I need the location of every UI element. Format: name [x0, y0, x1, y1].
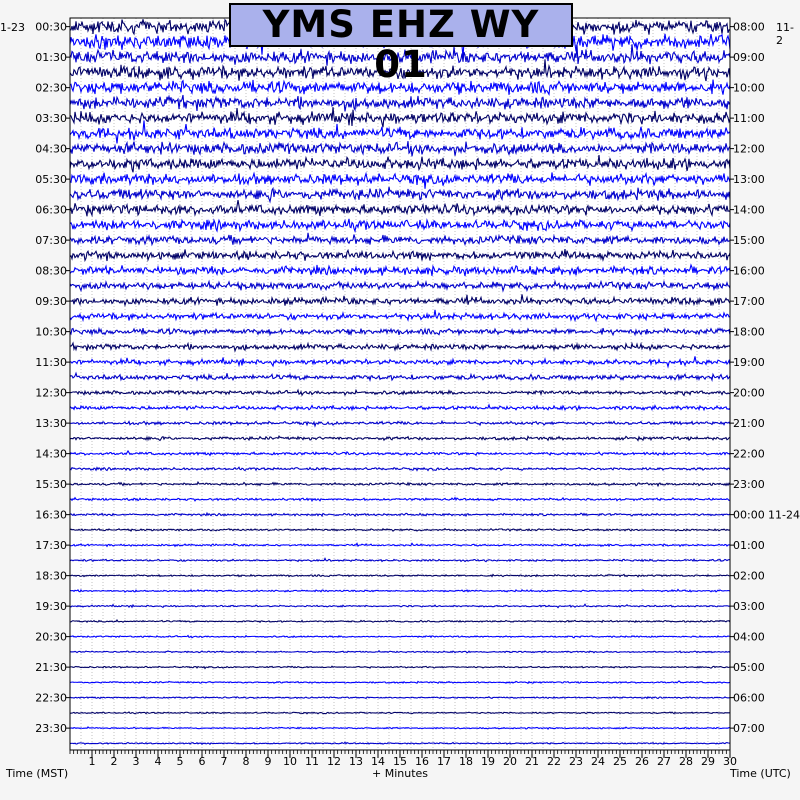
- x-tick-label: 2: [110, 755, 118, 768]
- x-tick-label: 6: [198, 755, 206, 768]
- left-time-label: 12:30: [35, 386, 67, 400]
- left-time-label: 22:30: [35, 691, 67, 705]
- right-time-label: 18:00: [733, 325, 765, 339]
- left-time-label: 08:30: [35, 264, 67, 278]
- x-tick-label: 7: [220, 755, 228, 768]
- right-time-label: 21:00: [733, 417, 765, 431]
- x-axis-right-label: Time (UTC): [730, 767, 791, 780]
- x-tick-label: 25: [613, 755, 627, 768]
- right-time-label: 23:00: [733, 478, 765, 492]
- right-time-label: 14:00: [733, 203, 765, 217]
- left-time-label: 01:30: [35, 51, 67, 65]
- right-time-label: 12:00: [733, 142, 765, 156]
- left-time-label: 10:30: [35, 325, 67, 339]
- left-time-label: 20:30: [35, 630, 67, 644]
- x-tick-label: 9: [264, 755, 272, 768]
- x-tick-label: 21: [525, 755, 539, 768]
- right-time-label: 07:00: [733, 722, 765, 736]
- right-time-label: 19:00: [733, 356, 765, 370]
- x-tick-label: 22: [547, 755, 561, 768]
- x-tick-label: 13: [349, 755, 363, 768]
- left-time-label: 00:30: [35, 20, 67, 34]
- x-tick-label: 26: [635, 755, 649, 768]
- left-time-label: 05:30: [35, 173, 67, 187]
- date-right-label: 11-2: [776, 21, 794, 47]
- left-time-label: 14:30: [35, 447, 67, 461]
- right-time-label: 20:00: [733, 386, 765, 400]
- x-tick-label: 15: [393, 755, 407, 768]
- left-time-label: 03:30: [35, 112, 67, 126]
- right-time-label: 02:00: [733, 569, 765, 583]
- left-time-label: 13:30: [35, 417, 67, 431]
- x-tick-label: 24: [591, 755, 605, 768]
- x-axis-center-label: + Minutes: [372, 767, 429, 780]
- x-tick-label: 19: [481, 755, 495, 768]
- right-time-label: 06:00: [733, 691, 765, 705]
- right-time-label: 08:00: [733, 20, 765, 34]
- x-tick-label: 14: [371, 755, 385, 768]
- right-time-label: 10:00: [733, 81, 765, 95]
- left-time-label: 09:30: [35, 295, 67, 309]
- x-tick-label: 17: [437, 755, 451, 768]
- x-tick-label: 27: [657, 755, 671, 768]
- right-time-label: 04:00: [733, 630, 765, 644]
- left-time-label: 07:30: [35, 234, 67, 248]
- x-tick-label: 23: [569, 755, 583, 768]
- x-tick-label: 30: [723, 755, 737, 768]
- x-axis-left-label: Time (MST): [6, 767, 69, 780]
- x-tick-label: 10: [283, 755, 297, 768]
- x-tick-label: 20: [503, 755, 517, 768]
- x-tick-label: 16: [415, 755, 429, 768]
- right-time-label: 03:00: [733, 600, 765, 614]
- date-left-label: 1-23: [0, 21, 25, 34]
- x-tick-label: 5: [176, 755, 184, 768]
- left-time-label: 19:30: [35, 600, 67, 614]
- right-time-label: 22:00: [733, 447, 765, 461]
- right-time-label: 05:00: [733, 661, 765, 675]
- right-time-label: 16:00: [733, 264, 765, 278]
- x-tick-label: 3: [132, 755, 140, 768]
- left-time-label: 23:30: [35, 722, 67, 736]
- right-time-label: 15:00: [733, 234, 765, 248]
- x-tick-label: 28: [679, 755, 693, 768]
- right-time-label: 01:00: [733, 539, 765, 553]
- x-tick-label: 11: [305, 755, 319, 768]
- x-tick-label: 8: [242, 755, 250, 768]
- left-time-label: 16:30: [35, 508, 67, 522]
- x-tick-label: 1: [88, 755, 96, 768]
- left-time-label: 15:30: [35, 478, 67, 492]
- right-time-label: 09:00: [733, 51, 765, 65]
- right-time-label: 13:00: [733, 173, 765, 187]
- left-time-label: 17:30: [35, 539, 67, 553]
- left-time-label: 18:30: [35, 569, 67, 583]
- left-time-label: 02:30: [35, 81, 67, 95]
- chart-title: YMS EHZ WY 01: [229, 3, 573, 47]
- x-tick-label: 4: [154, 755, 162, 768]
- right-time-label: 00:00: [733, 508, 765, 522]
- right-date-change-label: 11-24: [768, 508, 800, 522]
- right-time-label: 11:00: [733, 112, 765, 126]
- x-tick-label: 29: [701, 755, 715, 768]
- x-tick-label: 18: [459, 755, 473, 768]
- left-time-label: 04:30: [35, 142, 67, 156]
- x-tick-label: 12: [327, 755, 341, 768]
- left-time-label: 06:30: [35, 203, 67, 217]
- right-time-label: 17:00: [733, 295, 765, 309]
- left-time-label: 11:30: [35, 356, 67, 370]
- left-time-label: 21:30: [35, 661, 67, 675]
